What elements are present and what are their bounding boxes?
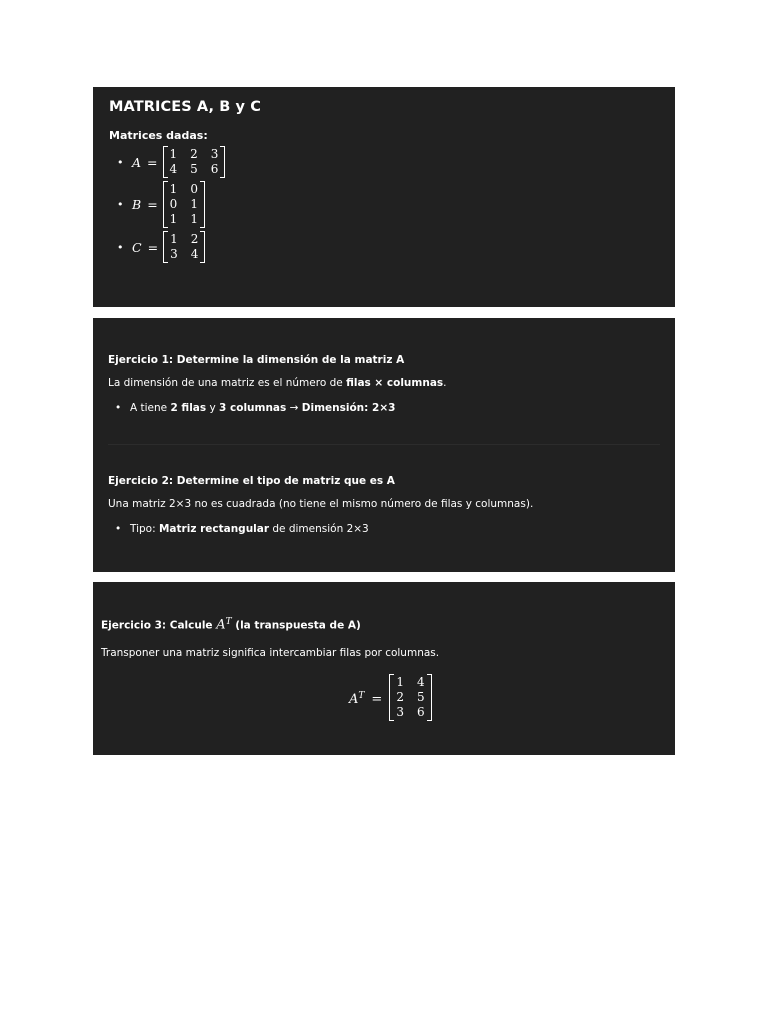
matrix-list bbox=[109, 146, 659, 263]
matrix-entry: 1 bbox=[396, 675, 404, 689]
matrix-grid bbox=[168, 181, 200, 228]
matrix-equation bbox=[132, 146, 225, 178]
bullet-text: y bbox=[206, 402, 220, 414]
bullet-dot: • bbox=[117, 198, 124, 211]
exercises-panel-1-2 bbox=[93, 318, 675, 572]
exercise-1-text-part: La dimensión de una matriz es el número de bbox=[108, 377, 347, 389]
matrix-entry: 4 bbox=[190, 247, 199, 261]
right-bracket bbox=[220, 146, 225, 178]
matrix-entry: 6 bbox=[210, 162, 219, 176]
matrix-entry: 6 bbox=[416, 705, 425, 719]
matrix-entry: 3 bbox=[170, 247, 178, 261]
matrix-entry: 2 bbox=[190, 147, 198, 161]
exercise-2-text: Una matriz 2×3 no es cuadrada (no tiene el mismo número de filas y columnas). bbox=[108, 498, 534, 510]
math-superscript: T bbox=[358, 690, 365, 701]
right-bracket bbox=[200, 231, 205, 263]
bullet-text: de dimensión 2×3 bbox=[269, 523, 369, 535]
math-equals: = bbox=[371, 692, 383, 707]
matrix bbox=[163, 231, 205, 263]
matrix-name: B bbox=[132, 197, 142, 212]
matrix-name: A bbox=[132, 154, 142, 170]
matrix-item bbox=[109, 181, 659, 228]
panel-subtitle: Matrices dadas: bbox=[109, 129, 208, 142]
exercise-2-bullet bbox=[115, 523, 369, 535]
bullet-dot: • bbox=[115, 523, 122, 535]
matrix-entry: 1 bbox=[190, 212, 198, 226]
exercise-3-text: Transponer una matriz significa intercambiar filas por columnas. bbox=[101, 647, 440, 659]
matrix-entry: 4 bbox=[416, 675, 425, 689]
bullet-text: A tiene bbox=[130, 402, 171, 414]
transpose-result bbox=[349, 674, 432, 725]
divider bbox=[108, 444, 660, 445]
math-equals: = bbox=[147, 154, 158, 170]
bullet-dot: • bbox=[117, 155, 124, 169]
matrix-entry: 5 bbox=[416, 690, 425, 704]
math-superscript: T bbox=[225, 617, 232, 627]
matrix-entry: 1 bbox=[169, 147, 178, 161]
matrix-item bbox=[109, 231, 659, 263]
matrix-entry: 1 bbox=[169, 182, 178, 196]
matrix-entry: 4 bbox=[169, 162, 178, 176]
matrix-grid bbox=[168, 146, 221, 178]
matrix-entry: 2 bbox=[190, 232, 199, 246]
title-text: Ejercicio 3: Calcule bbox=[101, 619, 217, 632]
matrix-entry: 0 bbox=[190, 182, 198, 196]
matrix-entry: 3 bbox=[396, 705, 404, 719]
exercise-1-text-emphasis: filas × columnas bbox=[346, 377, 444, 389]
matrix-equation bbox=[132, 181, 205, 228]
exercise-3-panel bbox=[93, 582, 675, 755]
transpose-matrix bbox=[389, 674, 431, 725]
matrix bbox=[163, 181, 205, 228]
exercise-1-bullet bbox=[115, 402, 395, 414]
exercise-1-title: Ejercicio 1: Determine la dimensión de la matriz A bbox=[108, 354, 405, 366]
matrix-item bbox=[109, 146, 659, 178]
exercise-1-text bbox=[108, 377, 447, 389]
bullet-arrow: → bbox=[286, 402, 302, 414]
matrix-entry: 1 bbox=[169, 212, 178, 226]
math-equals: = bbox=[147, 197, 158, 212]
math-variable: A bbox=[349, 692, 359, 707]
bullet-text: Tipo: bbox=[130, 523, 159, 535]
matrix-grid bbox=[168, 231, 200, 263]
bullet-emphasis: 2 filas bbox=[170, 402, 207, 414]
exercise-2-title: Ejercicio 2: Determine el tipo de matriz que es A bbox=[108, 475, 395, 487]
math-variable: A bbox=[216, 617, 226, 633]
matrix-entry: 1 bbox=[190, 197, 198, 211]
matrix bbox=[163, 146, 226, 178]
bullet-emphasis: Matriz rectangular bbox=[158, 523, 270, 535]
exercise-3-title bbox=[101, 617, 361, 633]
matrix-entry: 3 bbox=[210, 147, 219, 161]
matrix-grid bbox=[394, 674, 426, 721]
matrix-entry: 5 bbox=[190, 162, 198, 176]
right-bracket bbox=[427, 674, 432, 721]
matrix-equation bbox=[132, 231, 205, 263]
right-bracket bbox=[200, 181, 205, 228]
matrix-name: C bbox=[132, 239, 142, 255]
exercise-1-text-part: . bbox=[443, 377, 447, 389]
matrix-entry: 1 bbox=[170, 232, 178, 246]
panel-title: MATRICES A, B y C bbox=[109, 99, 262, 115]
matrix-entry: 0 bbox=[169, 197, 178, 211]
bullet-emphasis: 3 columnas bbox=[219, 402, 287, 414]
matrix bbox=[389, 674, 431, 721]
bullet-dot: • bbox=[117, 240, 124, 254]
matrix-entry: 2 bbox=[396, 690, 404, 704]
bullet-emphasis: Dimensión: 2×3 bbox=[301, 402, 396, 414]
title-text: (la transpuesta de A) bbox=[231, 619, 361, 632]
matrices-panel bbox=[93, 87, 675, 307]
bullet-dot: • bbox=[115, 402, 122, 414]
math-equals: = bbox=[147, 239, 159, 255]
